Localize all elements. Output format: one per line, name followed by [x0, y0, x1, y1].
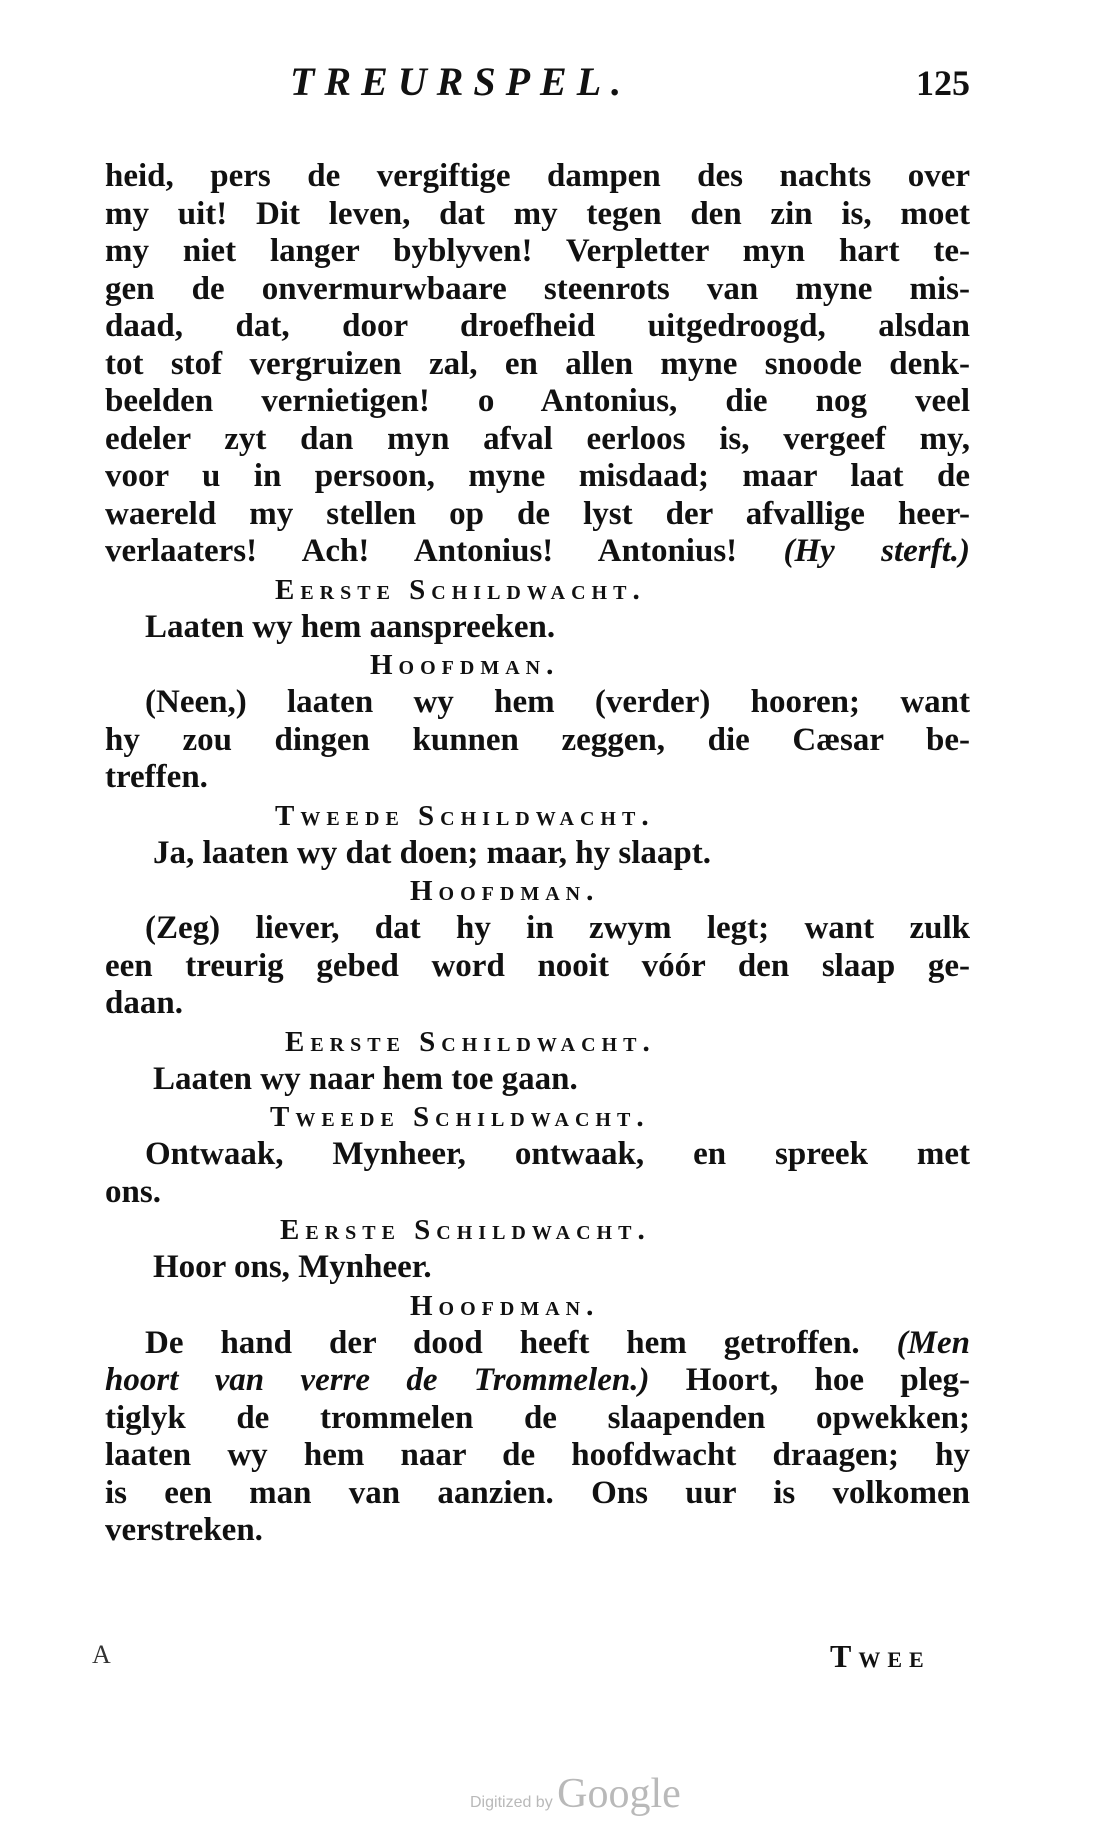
dialogue-line: laaten wy hem naar de hoofdwacht draagen; hy: [105, 1437, 970, 1473]
speaker-heading: Eerste Schildwacht.: [285, 1025, 656, 1058]
dialogue-line: [105, 1325, 970, 1363]
text-line: tot stof vergruizen zal, en allen myne snoode denk-: [105, 345, 970, 382]
running-title: TREURSPEL.: [290, 59, 632, 104]
text-line: gen de onvermurwbaare steenrots van myne mis-: [105, 270, 970, 307]
catchword: Twee: [830, 1638, 931, 1674]
text-span: De hand der dood heeft hem getroffen.: [145, 1324, 860, 1361]
text-line: [105, 533, 970, 571]
stage-direction: hoort van verre de Trommelen.): [105, 1362, 650, 1398]
page-number: 125: [916, 63, 970, 103]
stage-direction: (Men: [896, 1324, 971, 1361]
speaker-heading: Eerste Schildwacht.: [280, 1214, 651, 1246]
speaker-heading: Eerste Schildwacht.: [275, 573, 646, 606]
dialogue-line: Hoor ons, Mynheer.: [153, 1249, 432, 1285]
digitization-watermark: [470, 1770, 681, 1818]
dialogue-line: verstreken.: [105, 1512, 263, 1548]
signature-mark: A: [92, 1640, 111, 1669]
watermark-brand: Google: [557, 1771, 681, 1817]
text-line: voor u in persoon, myne misdaad; maar laat de: [105, 458, 970, 494]
dialogue-line: daan.: [105, 985, 183, 1021]
text-span: Hoort, hoe pleg-: [685, 1362, 970, 1398]
speaker-heading: Hoofdman.: [410, 875, 600, 907]
page-body: [105, 158, 970, 1550]
dialogue-line: Laaten wy hem aanspreeken.: [145, 608, 556, 645]
text-line: my uit! Dit leven, dat my tegen den zin is, moet: [105, 195, 970, 232]
speaker-heading: Tweede Schildwacht.: [275, 799, 655, 832]
text-line: edeler zyt dan myn afval eerloos is, vergeef my,: [105, 420, 970, 457]
text-line: waereld my stellen op de lyst der afvallige heer-: [105, 495, 970, 532]
running-header: [130, 58, 970, 108]
dialogue-line: [105, 1362, 970, 1400]
text-span: verlaaters! Ach! Antonius! Antonius!: [105, 533, 738, 569]
dialogue-line: hy zou dingen kunnen zeggen, die Cæsar be-: [105, 721, 970, 758]
dialogue-line: (Zeg) liever, dat hy in zwym legt; want zulk: [145, 910, 970, 946]
dialogue-line: Laaten wy naar hem toe gaan.: [153, 1060, 578, 1097]
watermark-prefix: Digitized by: [470, 1794, 553, 1811]
dialogue-line: tiglyk de trommelen de slaapenden opwekken;: [105, 1399, 970, 1436]
dialogue-line: (Neen,) laaten wy hem (verder) hooren; want: [145, 684, 970, 720]
dialogue-line: ons.: [105, 1173, 161, 1210]
dialogue-line: Ja, laaten wy dat doen; maar, hy slaapt.: [153, 834, 711, 871]
dialogue-line: treffen.: [105, 759, 208, 795]
text-line: beelden vernietigen! o Antonius, die nog veel: [105, 383, 970, 419]
stage-direction: (Hy sterft.): [783, 533, 971, 569]
speaker-heading: Tweede Schildwacht.: [270, 1101, 650, 1133]
text-line: my niet langer byblyven! Verpletter myn hart te-: [105, 233, 970, 269]
text-line: heid, pers de vergiftige dampen des nachts over: [105, 158, 970, 194]
dialogue-line: is een man van aanzien. Ons uur is volkomen: [105, 1474, 970, 1511]
dialogue-line: een treurig gebed word nooit vóór den slaap ge-: [105, 947, 970, 984]
text-line: daad, dat, door droefheid uitgedroogd, alsdan: [105, 308, 970, 344]
dialogue-line: Ontwaak, Mynheer, ontwaak, en spreek met: [145, 1136, 970, 1172]
speaker-heading: Hoofdman.: [410, 1289, 600, 1322]
speaker-heading: Hoofdman.: [370, 649, 560, 681]
